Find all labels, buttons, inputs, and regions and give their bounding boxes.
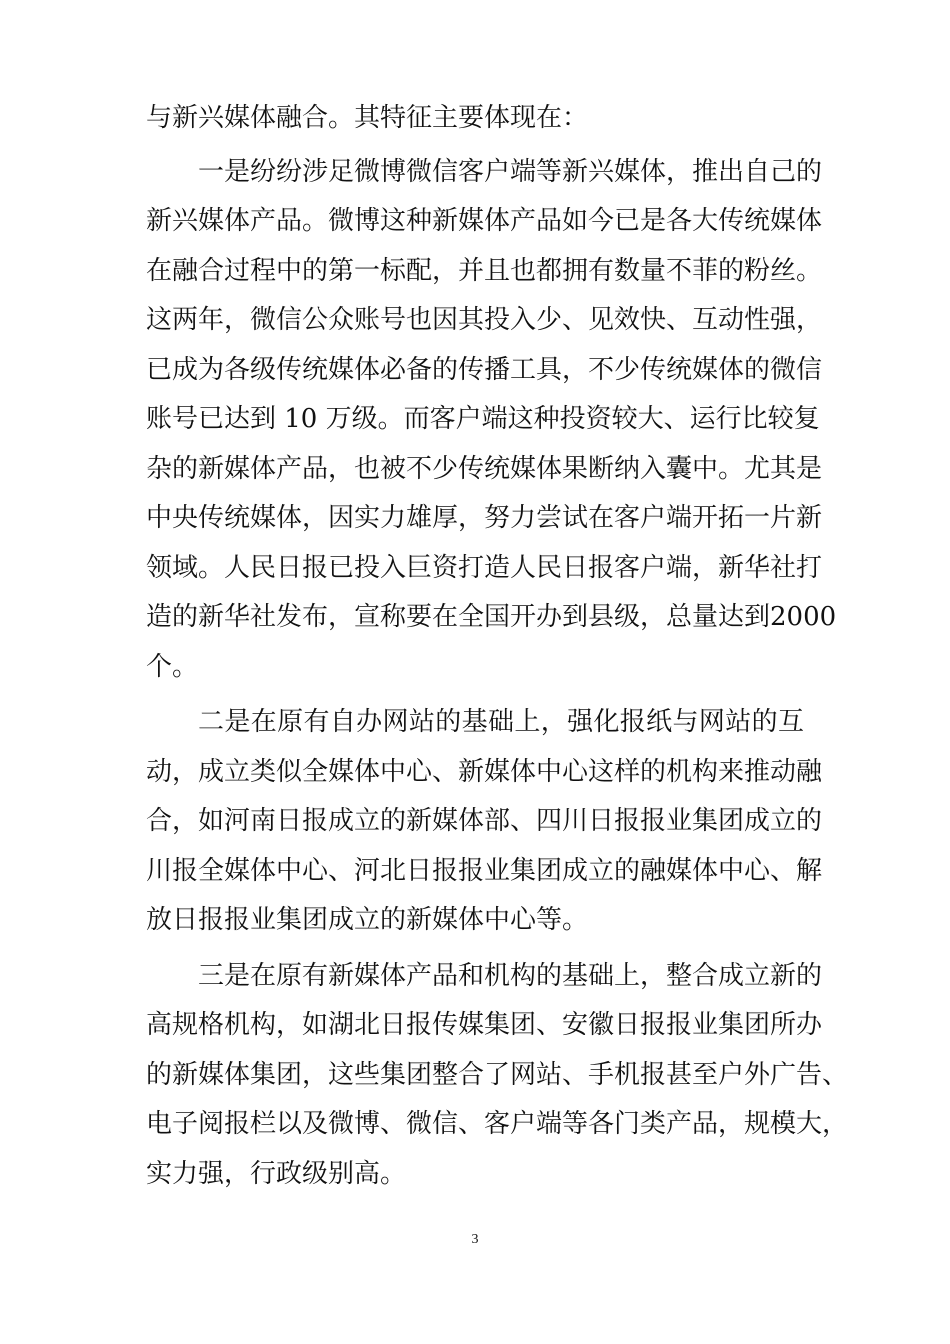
text-line: 动，成立类似全媒体中心、新媒体中心这样的机构来推动融 [146, 756, 823, 787]
text-line: 领域。人民日报已投入巨资打造人民日报客户端，新华社打 [146, 552, 823, 583]
text-line: 与新兴媒体融合。其特征主要体现在： [146, 103, 589, 133]
text-line: 杂的新媒体产品，也被不少传统媒体果断纳入囊中。尤其是 [146, 453, 823, 484]
text-line: 合，如河南日报成立的新媒体部、四川日报报业集团成立的 [146, 806, 823, 836]
text-line: 中央传统媒体，因实力雄厚，努力尝试在客户端开拓一片新 [146, 503, 823, 533]
text-line: 在融合过程中的第一标配，并且也都拥有数量不菲的粉丝。 [146, 255, 823, 286]
text-line: 高规格机构，如湖北日报传媒集团、安徽日报报业集团所办 [146, 1010, 823, 1040]
text-line: 的新媒体集团，这些集团整合了网站、手机报甚至户外广告、 [146, 1059, 849, 1090]
paragraph-first-line: 一是纷纷涉足微博微信客户端等新兴媒体，推出自己的 [198, 156, 823, 187]
page-number: 3 [471, 1232, 479, 1247]
text-line: 实力强，行政级别高。 [146, 1158, 407, 1189]
text-line: 放日报报业集团成立的新媒体中心等。 [146, 905, 589, 935]
text-line: 川报全媒体中心、河北日报报业集团成立的融媒体中心、解 [146, 855, 823, 886]
text-line: 这两年，微信公众账号也因其投入少、见效快、互动性强， [146, 305, 823, 335]
text-line: 造的新华社发布，宣称要在全国开办到县级，总量达到2000 [146, 602, 837, 632]
text-line: 账号已达到 10 万级。而客户端这种投资较大、运行比较复 [146, 404, 820, 434]
text-line: 新兴媒体产品。微博这种新媒体产品如今已是各大传统媒体 [146, 206, 823, 236]
paragraph-first-line: 三是在原有新媒体产品和机构的基础上，整合成立新的 [198, 960, 823, 991]
paragraph-first-line: 二是在原有自办网站的基础上，强化报纸与网站的互 [198, 707, 804, 737]
text-line: 个。 [146, 651, 199, 682]
text-line: 电子阅报栏以及微博、微信、客户端等各门类产品，规模大， [146, 1109, 849, 1139]
text-line: 已成为各级传统媒体必备的传播工具，不少传统媒体的微信 [146, 354, 823, 385]
